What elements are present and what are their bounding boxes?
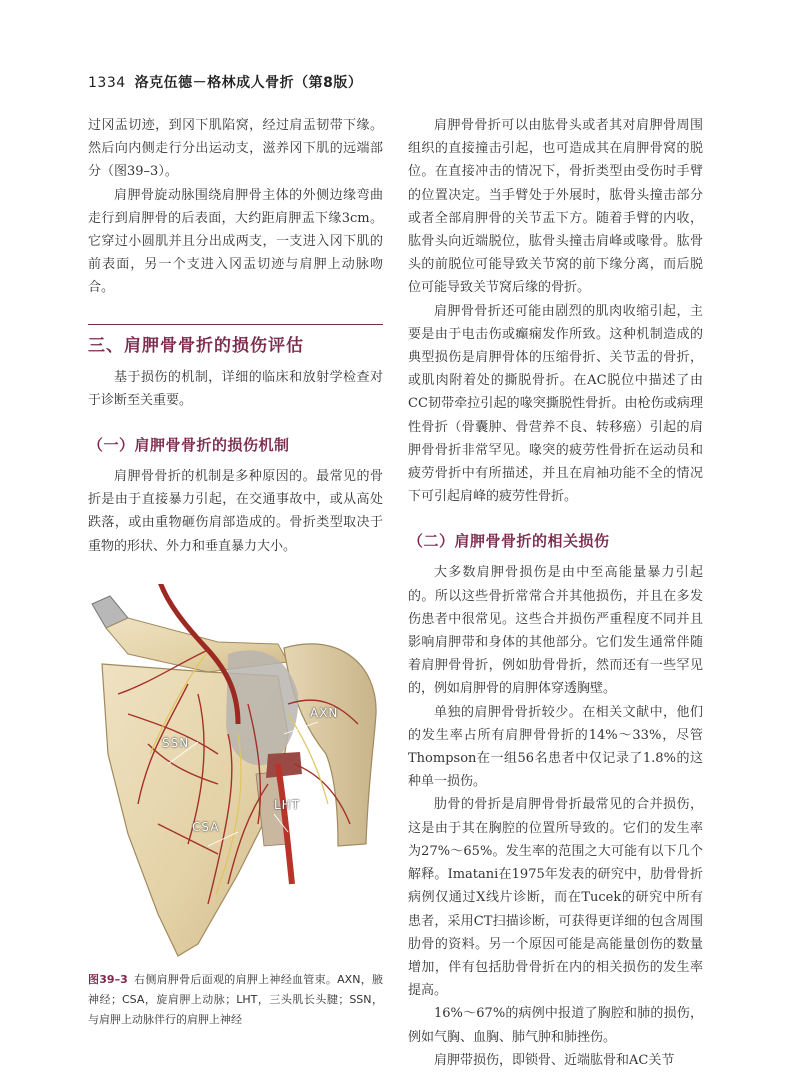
figure-caption xyxy=(88,970,383,1030)
paragraph: 大多数肩胛骨损伤是由中至高能量暴力引起的。所以这些骨折常常合并其他损伤，并且在多发伤患者中很常见。这些合并损伤严重程度不同并且影响肩胛带和身体的其他部分。它们发生通常伴随着肩胛骨骨折，例如肋骨骨折，然而还有一些罕见的，例如肩胛骨的肩胛体穿透胸壁。 xyxy=(408,565,703,697)
paragraph: 肩胛骨骨折还可能由剧烈的肌肉收缩引起，主要是由于电击伤或癫痫发作所致。这种机制造成的典型损伤是肩胛骨体的压缩骨折、关节盂的骨折，或肌肉附着处的撕脱骨折。在AC脱位中描述了由CC韧带牵拉引起的喙突撕脱性骨折。由枪伤或病理性骨折（骨囊肿、骨营养不良、转移癌）引起的肩胛骨骨折非常罕见。喙突的疲劳性骨折在运动员和疲劳骨折中有所描述，并且在肩袖功能不全的情况下可引起肩峰的疲劳性骨折。 xyxy=(408,303,703,505)
paragraph: 肩胛骨骨折可以由肱骨头或者其对肩胛骨周围组织的直接撞击引起，也可造成其在肩胛骨窝的脱位。在直接冲击的情况下，骨折类型由受伤时手臂的位置决定。当手臂处于外展时，肱骨头撞击部分或者全部肩胛骨的关节盂下方。随着手臂的内收，肱骨头向近端脱位，肱骨头撞击肩峰或喙骨。肱骨头的前脱位可能导致关节窝的前下缘分离，而后脱位可能导致关节窝后缘的骨折。 xyxy=(408,118,703,296)
paragraph: 过冈盂切迹，到冈下肌陷窝，经过肩盂韧带下缘。然后向内侧走行分出运动支，滋养冈下肌的远端部分（图39–3）。 xyxy=(88,118,383,180)
paragraph: 16%～67%的病例中报道了胸腔和肺的损伤，例如气胸、血胸、肺气肿和肺挫伤。 xyxy=(408,1006,703,1045)
paragraph: 单独的肩胛骨骨折较少。在相关文献中，他们的发生率占所有肩胛骨骨折的14%～33%，尽管Thompson在一组56名患者中仅记录了1.8%的这种单一损伤。 xyxy=(408,704,703,790)
paragraph: 肩胛带损伤，即锁骨、近端肱骨和AC关节 xyxy=(434,1052,675,1068)
book-title: 洛克伍德－格林成人骨折（第8版） xyxy=(134,75,363,91)
label-lht: LHT xyxy=(274,797,301,812)
label-csa: CSA xyxy=(192,819,220,834)
paragraph: 肩胛骨旋动脉围绕肩胛骨主体的外侧边缘弯曲走行到肩胛骨的后表面，大约距肩胛盂下缘3cm。它穿过小圆肌并且分出成两支，一支进入冈下肌的前表面，另一个支进入冈盂切迹与肩胛上动脉吻合。 xyxy=(88,187,383,296)
page-number: 1334 xyxy=(88,75,126,91)
caption-text: 右侧肩胛骨后面观的肩胛上神经血管束。AXN，腋神经；CSA，旋肩胛上动脉；LHT，三头肌长头腱；SSN，与肩胛上动脉伴行的肩胛上神经 xyxy=(88,972,383,1026)
running-header xyxy=(88,72,728,92)
section-heading: 三、肩胛骨骨折的损伤评估 xyxy=(88,324,383,356)
right-column xyxy=(408,114,703,1072)
figure-39-3 xyxy=(88,584,383,964)
label-ssn: SSN xyxy=(162,735,190,750)
subsection-heading: （一）肩胛骨骨折的损伤机制 xyxy=(88,436,290,455)
figure-number: 图39–3 xyxy=(88,972,128,986)
left-column xyxy=(88,114,383,1030)
subsection-heading: （二）肩胛骨骨折的相关损伤 xyxy=(408,532,610,551)
scapula-illustration xyxy=(88,584,383,964)
paragraph: 肋骨的骨折是肩胛骨骨折最常见的合并损伤，这是由于其在胸腔的位置所导致的。它们的发生率为27%～65%。发生率的范围之大可能有以下几个解释。Imatani在1975年发表的研究中，肋骨骨折病例仅通过X线片诊断，而在Tucek的研究中所有患者，采用CT扫描诊断，可获得更详细的包含周围肋骨的资料。另一个原因可能是高能量创伤的数量增加，伴有包括肋骨骨折在内的相关损伤的发生率提高。 xyxy=(408,797,703,999)
paragraph: 基于损伤的机制，详细的临床和放射学检查对于诊断至关重要。 xyxy=(88,369,383,408)
label-axn: AXN xyxy=(310,705,339,720)
paragraph: 肩胛骨骨折的机制是多种原因的。最常见的骨折是由于直接暴力引起，在交通事故中，或从高处跌落，或由重物砸伤肩部造成的。骨折类型取决于重物的形状、外力和垂直暴力大小。 xyxy=(88,469,383,554)
